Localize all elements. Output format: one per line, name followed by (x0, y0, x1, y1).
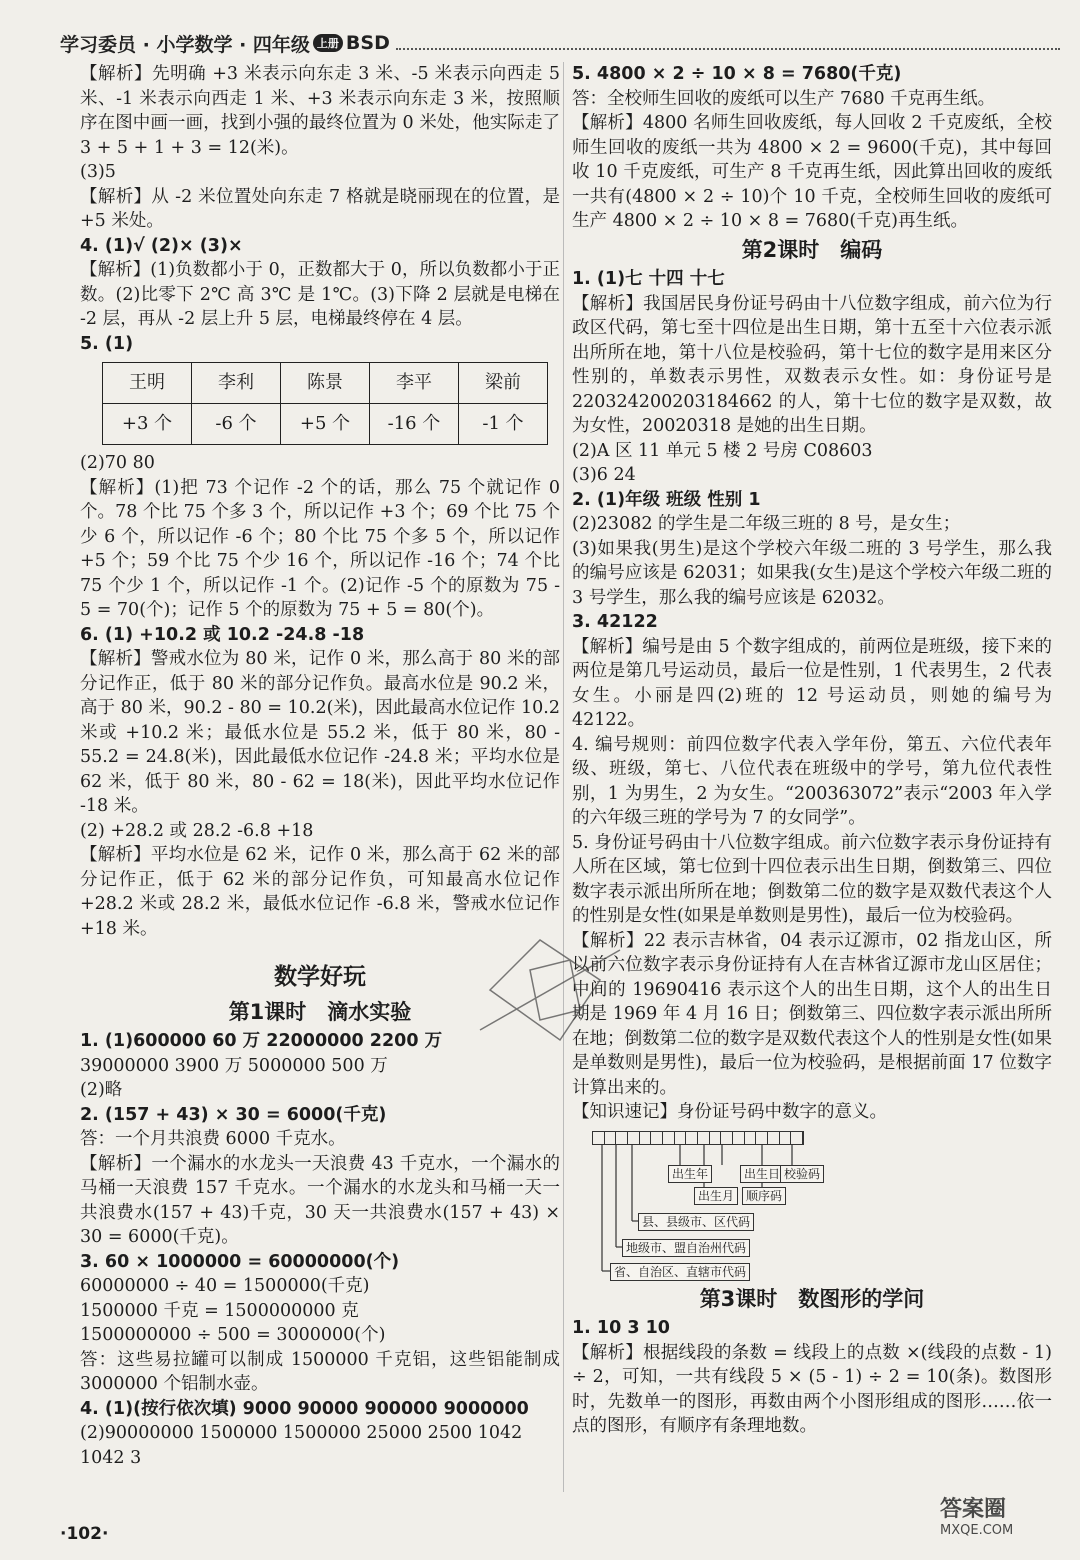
running-header (60, 30, 1060, 56)
table-value-cell: -6 个 (192, 404, 281, 445)
left-answer-para: 6. (1) +10.2 或 10.2 -24.8 -18 (80, 624, 365, 645)
left-answer-para: 【解析】平均水位是 62 米，记作 0 米，那么高于 62 米的部分记作正，低于 62 米的部分记作负，可知最高水位记作 +28.2 米或 28.2 米，最低水位记作 -6.8 米，警戒水位记作 +18 米。 (80, 845, 560, 939)
right-answer-para: 5. 4800 × 2 ÷ 10 × 8 = 7680(千克) (572, 64, 902, 84)
id-number-diagram (592, 1131, 822, 1281)
lesson2-para: 2. (1)年级 班级 性别 1 (572, 489, 761, 510)
lesson1-title: 第1课时 滴水实验 (228, 999, 412, 1024)
lesson2-para: 【解析】编号是由 5 个数字组成的，前两位是班级，接下来的两位是第几号运动员，最后一位是性别，1 代表男生，2 代表女生。小丽是四(2)班的 12 号运动员，则她的编号为 42122。 (572, 636, 1052, 730)
lesson1-para: 答：一个月共浪费 6000 千克水。 (80, 1129, 346, 1149)
lesson2-title: 第2课时 编码 (741, 237, 883, 262)
lesson2-para: (2)A 区 11 单元 5 楼 2 号房 C08603 (572, 440, 873, 461)
lesson1-para: 2. (157 + 43) × 30 = 6000(千克) (80, 1104, 387, 1125)
table-value-cell: -1 个 (459, 404, 548, 445)
left-answer-para: 【解析】先明确 +3 米表示向东走 3 米、-5 米表示向西走 5 米、-1 米表示向西走 1 米、+3 米表示向东走 3 米，按照顺序在图中画一画，找到小强的最终位置为 0 米处，他实际走了 3 + 5 + 1 + 3 = 12(米)。 (80, 64, 560, 158)
lesson2-para: (3)6 24 (572, 465, 636, 485)
lesson1-para: 1. (1)600000 60 万 22000000 2200 万 (80, 1031, 443, 1051)
birth-month-label: 出生月 (694, 1187, 738, 1205)
birth-year-label: 出生年 (668, 1165, 712, 1183)
lesson2-para: 4. 编号规则：前四位数字代表入学年份，第五、六位代表年级、班级，第七、八位代表在班级中的学号，第九位代表性别，1 为男生，2 为女生。“200363072”表示“2003 年入学的六年级三班的学号为 7 的女同学”。 (572, 734, 1052, 828)
left-answer-para: 4. (1)√ (2)× (3)× (80, 235, 243, 256)
left-answer-para: 【解析】(1)把 73 个记作 -2 个的话，那么 75 个就记作 0 个。78 个比 75 个多 3 个，所以记作 +3 个；69 个比 75 个少 6 个，所以记作 -6 个；80 个比 75 个多 5 个，所以记作 +5 个；59 个比 75 个少 16 个，所以记作 -16 个；74 个比 75 个少 1 个，所以记作 -1 个。(2)记作 -5 个的原数为 75 - 5 = 70(个)；记作 5 个的原数为 75 + 5 = 80(个)。 (80, 477, 560, 620)
site-watermark (940, 1492, 1060, 1540)
lesson1-para: 【解析】一个漏水的水龙头一天浪费 43 千克水，一个漏水的马桶一天浪费 157 千克水。一个漏水的水龙头和马桶一天一共浪费水(157 + 43)千克，30 天一共浪费水(157 + 43) × 30 = 6000(千克)。 (80, 1153, 560, 1247)
lesson1-para: 1500000000 ÷ 500 = 3000000(个) (80, 1325, 386, 1345)
table-header-cell: 王明 (103, 363, 192, 404)
birth-day-label: 出生日 (740, 1165, 784, 1183)
check-code-label: 校验码 (780, 1165, 824, 1183)
header-dotted-rule (396, 36, 1060, 50)
hand-drawn-stamp (470, 920, 640, 1070)
lesson2-para: 【解析】22 表示吉林省，04 表示辽源市，02 指龙山区，所以前六位数字表示身份证持有人在吉林省辽源市龙山区居住；中间的 19690416 表示这个人的出生日期，这个人的出生日期是 1969 年 4 月 16 日；倒数第三、四位数字表示派出所所在地；倒数第二位的数字是双数代表这个人的性别是女性(如果是单数则是男性)，最后一位为校验码，是根据前面 17 位数字计算出来的。 (572, 930, 1052, 1098)
county-code-label: 县、县级市、区代码 (638, 1213, 754, 1231)
table-value-cell: +5 个 (281, 404, 370, 445)
table-header-cell: 梁前 (459, 363, 548, 404)
left-column (80, 62, 560, 1470)
table-header-cell: 陈景 (281, 363, 370, 404)
table-header-cell: 李平 (370, 363, 459, 404)
watermark-title: 答案圈 (940, 1497, 1007, 1522)
table-header-cell: 李利 (192, 363, 281, 404)
score-table (102, 362, 548, 445)
lesson1-para: 答：这些易拉罐可以制成 1500000 千克铝，这些铝能制成 3000000 个铝制水壶。 (80, 1349, 560, 1394)
header-title: 学习委员 · 小学数学 · 四年级 (60, 33, 310, 56)
right-answer-para: 答：全校师生回收的废纸可以生产 7680 千克再生纸。 (572, 88, 996, 109)
lesson1-para: (2)略 (80, 1080, 123, 1100)
sequence-code-label: 顺序码 (742, 1187, 786, 1205)
lesson1-para: (2)90000000 1500000 1500000 25000 2500 1042 (80, 1423, 523, 1443)
lesson2-para: 3. 42122 (572, 612, 658, 632)
lesson3-para: 1. 10 3 10 (572, 1318, 670, 1338)
lesson2-para: 5. 身份证号码由十八位数字组成。前六位数字表示身份证持有人所在区域，第七位到十四位表示出生日期，倒数第三、四位数字表示派出所所在地；倒数第二位的数字是双数代表这个人的性别是女性(如果是单数则是男性)，最后一位为校验码。 (572, 832, 1052, 926)
left-answer-para: 【解析】从 -2 米位置处向东走 7 格就是晓丽现在的位置，是 +5 米处。 (80, 186, 560, 231)
left-answer-para: (2)70 80 (80, 453, 155, 473)
watermark-url: MXQE.COM (940, 1523, 1014, 1538)
lesson1-para: 39000000 3900 万 5000000 500 万 (80, 1055, 388, 1076)
lesson1-para: 60000000 ÷ 40 = 1500000(千克) (80, 1276, 370, 1296)
section-title-fun-math: 数学好玩 (274, 964, 366, 990)
lesson2-para: 1. (1)七 十四 十七 (572, 269, 725, 289)
table-value-cell: -16 个 (370, 404, 459, 445)
edition-label: BSD (345, 32, 390, 54)
lesson1-para: 1042 3 (80, 1447, 142, 1468)
page-number: ·102· (60, 1524, 109, 1544)
lesson2-para: (3)如果我(男生)是这个学校六年级二班的 3 号学生，那么我的编号应该是 62031；如果我(女生)是这个学校六年级二班的 3 号学生，那么我的编号应该是 62032。 (572, 538, 1052, 608)
lesson2-para: 【知识速记】身份证号码中数字的意义。 (572, 1102, 887, 1122)
left-answer-para: 5. (1) (80, 333, 134, 354)
left-answer-para: (3)5 (80, 162, 116, 182)
left-answer-para: (2) +28.2 或 28.2 -6.8 +18 (80, 820, 314, 841)
table-value-cell: +3 个 (103, 404, 192, 445)
lesson3-para: 【解析】根据线段的条数 = 线段上的点数 ×(线段的点数 - 1) ÷ 2，可知，一共有线段 5 × (5 - 1) ÷ 2 = 10(条)。数图形时，先数单一的图形，再数由两个小图形组成的图形……依一点的图形，有顺序有条理地数。 (572, 1342, 1052, 1436)
left-answer-para: 【解析】警戒水位为 80 米，记作 0 米，那么高于 80 米的部分记作正，低于 80 米的部分记作负。最高水位是 90.2 米，高于 80 米，90.2 - 80 = 10.2(米)，因此最高水位记作 10.2 米或 +10.2 米；最低水位是 55.2 米，低于 80 米，80 - 55.2 = 24.8(米)，因此最低水位记作 -24.8 米；平均水位是 62 米，低于 80 米，80 - 62 = 18(米)，因此平均水位记作 -18 米。 (80, 649, 560, 816)
prefecture-code-label: 地级市、盟自治州代码 (622, 1239, 750, 1257)
lesson1-para: 4. (1)(按行依次填) 9000 90000 900000 9000000 (80, 1398, 529, 1419)
lesson3-title: 第3课时 数图形的学问 (699, 1286, 925, 1311)
lesson1-para: 3. 60 × 1000000 = 60000000(个) (80, 1251, 400, 1272)
lesson2-para: 【解析】我国居民身份证号码由十八位数字组成，前六位为行政区代码，第七至十四位是出生日期，第十五至十六位表示派出所所在地，第十八位是校验码，第十七位的数字是用来区分性别的，单数表示男性，双数表示女性。如：身份证号是 220324200203184662 的人，第十七位的数字是双数，故为女性，20020318 是她的出生日期。 (572, 293, 1052, 436)
left-answer-para: 【解析】(1)负数都小于 0，正数都大于 0，所以负数都小于正数。(2)比零下 2℃ 高 3℃ 是 1℃。(3)下降 2 层就是电梯在 -2 层，再从 -2 层上升 5 层，电梯最终停在 4 层。 (80, 260, 560, 329)
right-column (572, 62, 1052, 1439)
lesson1-para: 1500000 千克 = 1500000000 克 (80, 1300, 359, 1321)
column-divider (563, 62, 564, 1492)
lesson2-para: (2)23082 的学生是二年级三班的 8 号，是女生； (572, 514, 961, 534)
volume-badge: 上册 (313, 34, 343, 52)
diagram-connector-lines (592, 1131, 822, 1281)
right-answer-para: 【解析】4800 名师生回收废纸，每人回收 2 千克废纸，全校师生回收的废纸一共为 4800 × 2 = 9600(千克)，其中每回收 10 千克废纸，可生产 8 千克再生纸，因此算出回收的废纸一共有(4800 × 2 ÷ 10)个 10 千克，全校师生回收的废纸可生产 4800 × 2 ÷ 10 × 8 = 7680(千克)再生纸。 (572, 113, 1052, 231)
province-code-label: 省、自治区、直辖市代码 (610, 1263, 750, 1281)
